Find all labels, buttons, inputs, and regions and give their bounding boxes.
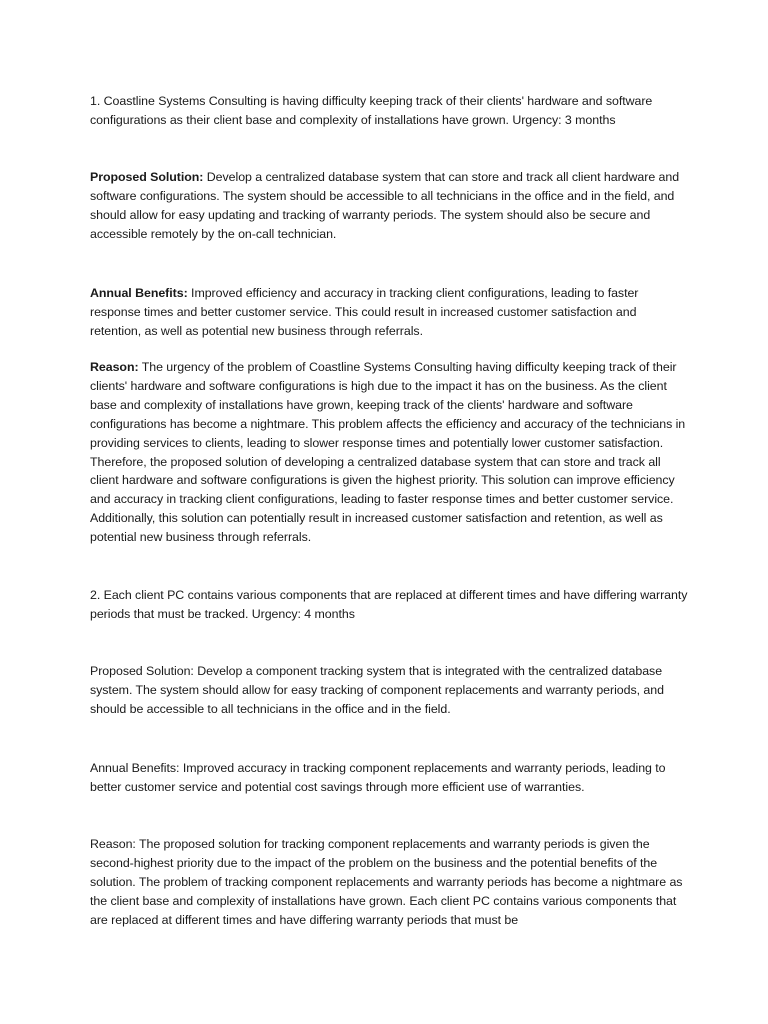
reason-text: The urgency of the problem of Coastline Systems Consulting having difficulty keeping track of their clients' hardware and software configurations is high due to the impact it has on the business. As the client base and complexity of installations have grown, keeping track of the clients' hardware and software configurations has become a nightmare. This problem affects the efficiency and accuracy of the technicians in providing services to clients, leading to slower response times and potentially lower customer satisfaction. Therefore, the proposed solution of developing a centralized database system that can store and track all client hardware and software configurations is given the highest priority. This solution can improve efficiency and accuracy in tracking client configurations, leading to faster response times and better customer service. Additionally, this solution can potentially result in increased customer satisfaction and retention, as well as potential new business through referrals. [90, 360, 686, 545]
item2-annual-benefits: Annual Benefits: Improved accuracy in tracking component replacements and warranty periods, leading to better customer service and potential cost savings through more efficient use of warranties. [90, 761, 666, 794]
item1-problem: 1. Coastline Systems Consulting is having difficulty keeping track of their clients' hardware and software configurations as their client base and complexity of installations have grown. Urgency: 3 months [90, 94, 653, 127]
item1-annual-benefits [90, 284, 690, 341]
item2-proposed-solution: Proposed Solution: Develop a component tracking system that is integrated with the centralized database system. The system should allow for easy tracking of component replacements and warranty periods, and should be accessible to all technicians in the office and in the field. [90, 664, 664, 716]
annual-benefits-text: Improved efficiency and accuracy in tracking client configurations, leading to faster response times and better customer service. This could result in increased customer satisfaction and retention, as well as potential new business through referrals. [90, 286, 639, 338]
item2-problem: 2. Each client PC contains various components that are replaced at different times and have differing warranty periods that must be tracked. Urgency: 4 months [90, 588, 688, 621]
item1-proposed-solution [90, 168, 690, 244]
proposed-solution-label: Proposed Solution: [90, 170, 204, 184]
reason-label: Reason: [90, 360, 139, 374]
proposed-solution-text: Develop a centralized database system that can store and track all client hardware and software configurations. The system should be accessible to all technicians in the office and in the field, and should allow for easy updating and tracking of warranty periods. The system should also be secure and accessible remotely by the on-call technician. [90, 170, 680, 241]
item2-reason: Reason: The proposed solution for tracking component replacements and warranty periods is given the second-highest priority due to the impact of the problem on the business and the potential benefits of the solution. The problem of tracking component replacements and warranty periods has become a nightmare as the client base and complexity of installations have grown. Each client PC contains various components that are replaced at different times and have differing warranty periods that must be [90, 837, 683, 927]
annual-benefits-label: Annual Benefits: [90, 286, 188, 300]
item1-reason [90, 358, 690, 547]
